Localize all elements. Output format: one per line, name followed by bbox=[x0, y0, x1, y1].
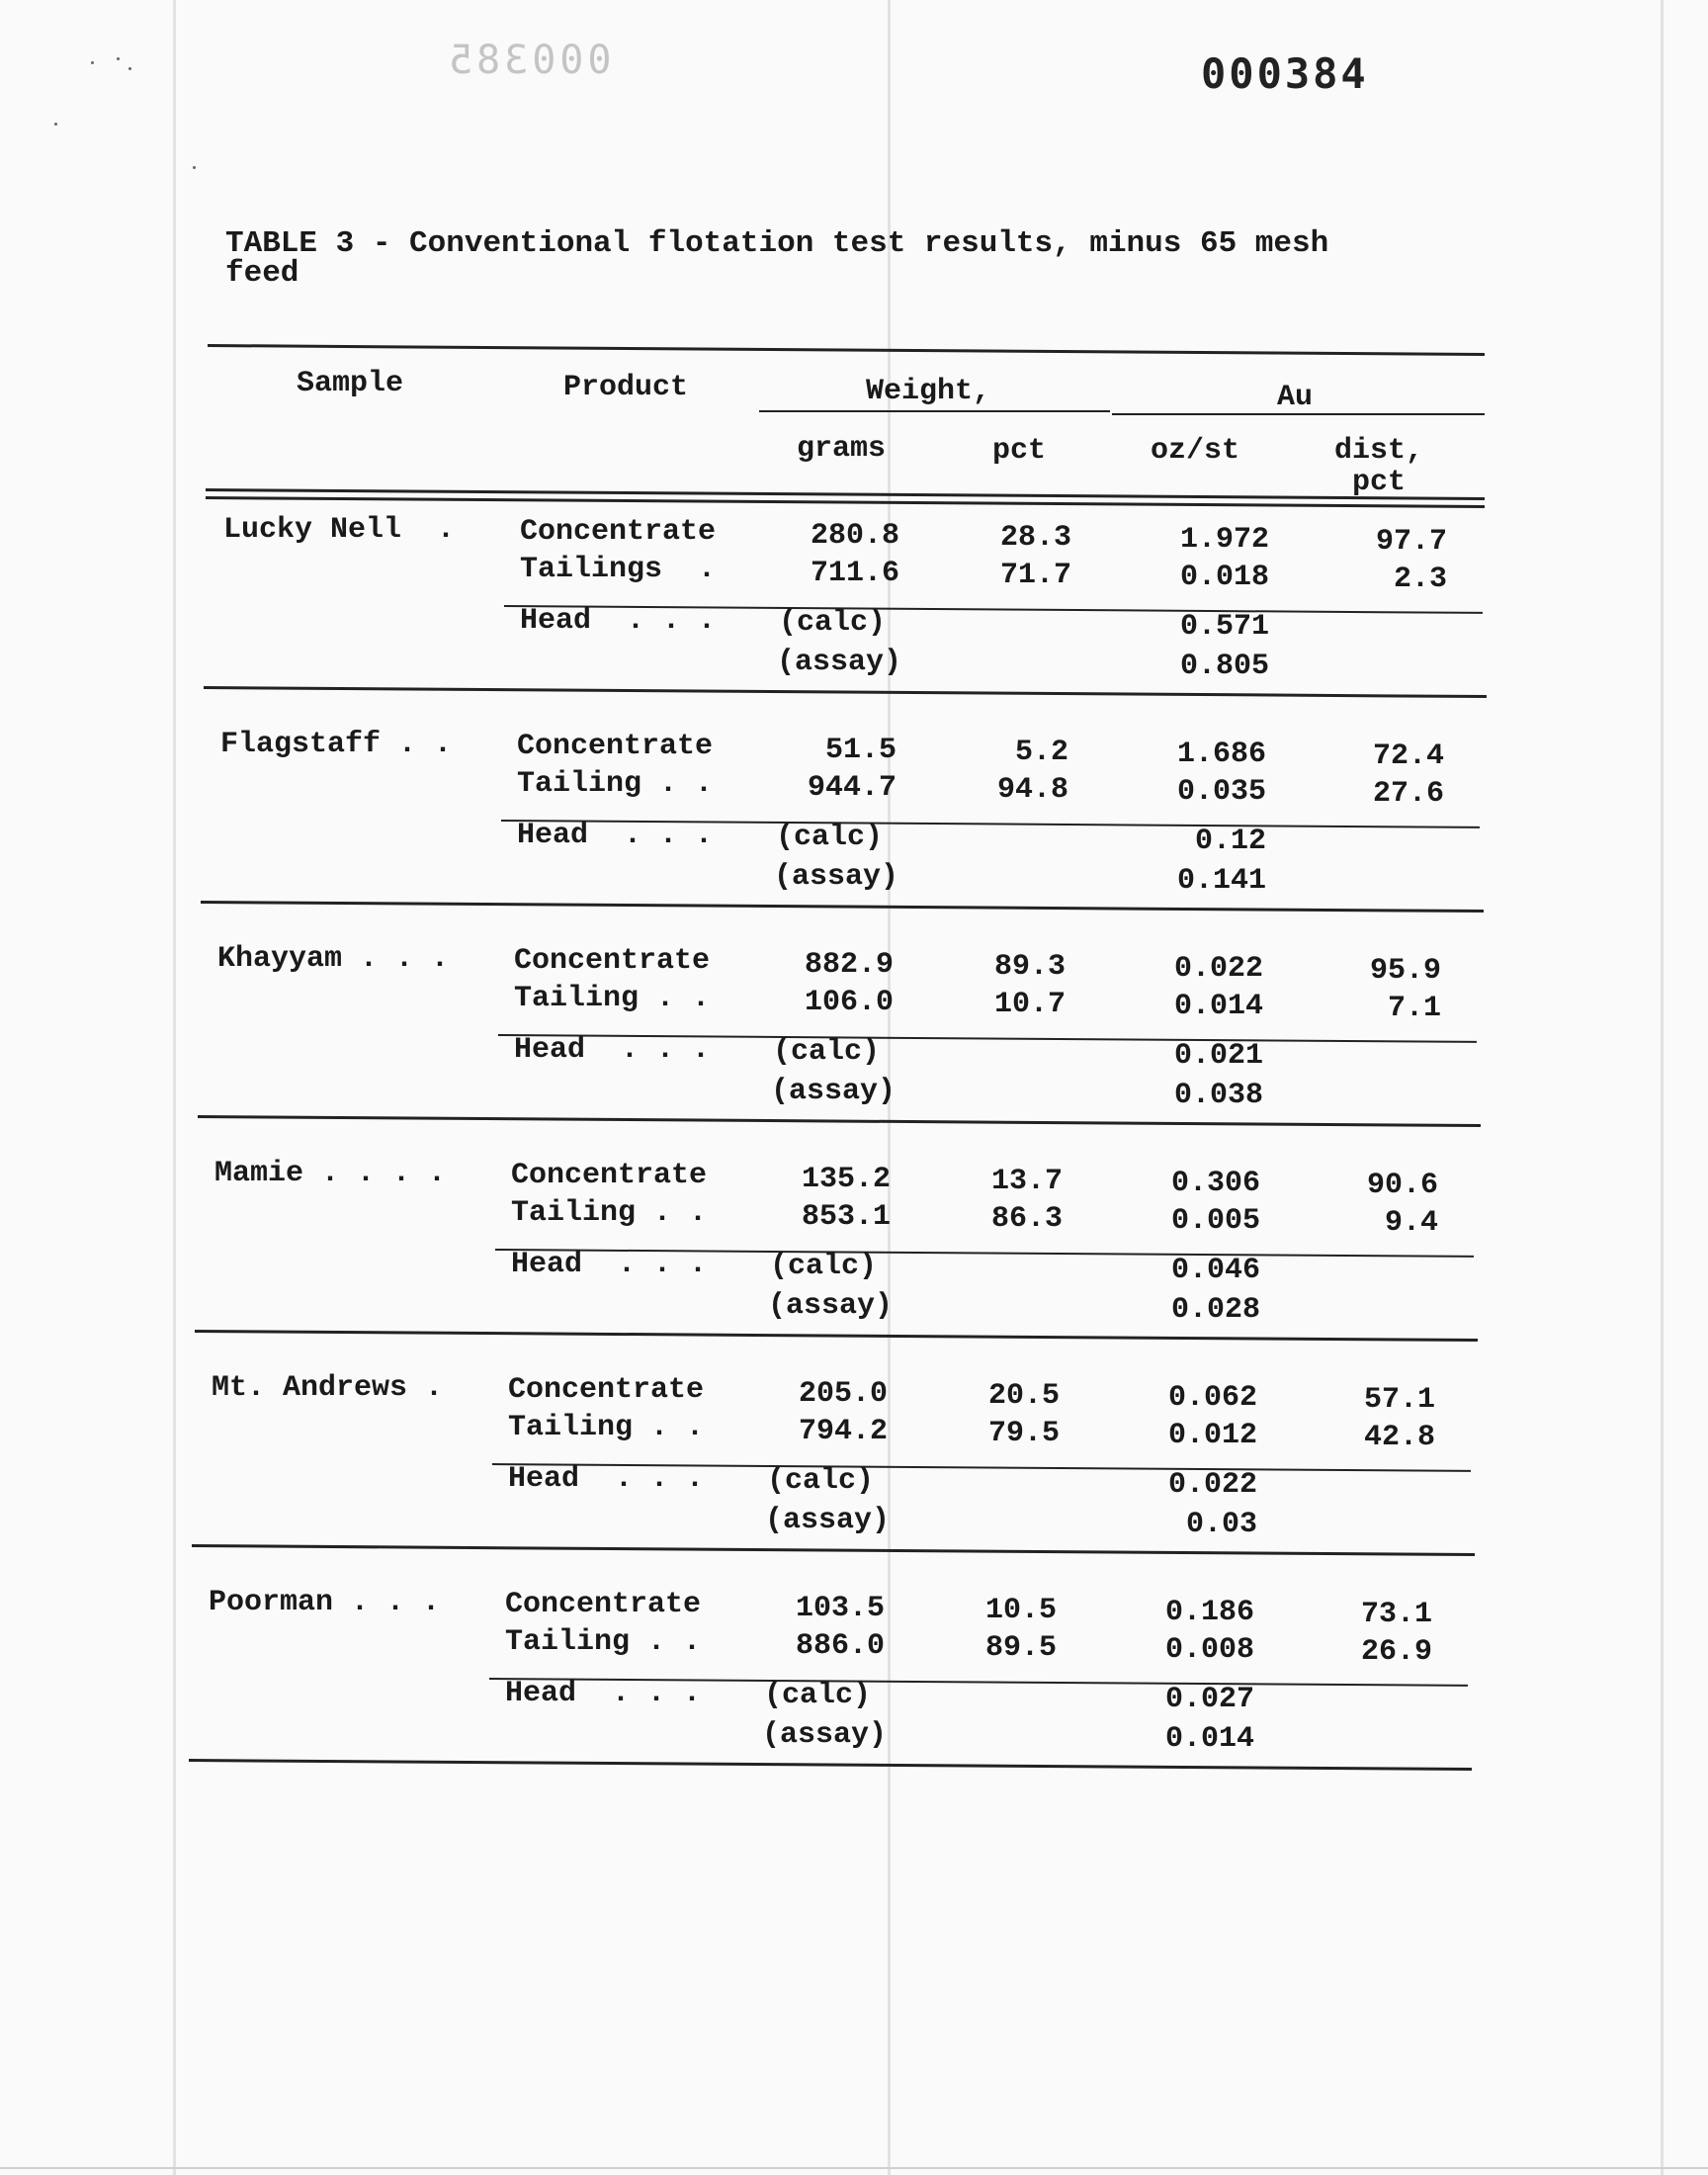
calc-label: (calc) bbox=[767, 1464, 875, 1498]
product-head: Head . . . bbox=[514, 1033, 711, 1067]
tailing-oz-st: 0.035 bbox=[1176, 775, 1266, 809]
weight-span-rule bbox=[759, 410, 1110, 412]
tailing-pct: 79.5 bbox=[987, 1417, 1060, 1450]
head-assay-oz-st: 0.141 bbox=[1176, 864, 1266, 898]
concentrate-grams: 135.2 bbox=[801, 1163, 891, 1196]
concentrate-dist-pct: 95.9 bbox=[1369, 954, 1441, 988]
tailing-pct: 86.3 bbox=[990, 1202, 1063, 1236]
head-assay-oz-st: 0.038 bbox=[1173, 1079, 1263, 1112]
tailing-dist-pct: 42.8 bbox=[1363, 1421, 1435, 1454]
page-fold-right bbox=[1661, 0, 1664, 2175]
tailing-dist-pct: 27.6 bbox=[1372, 777, 1444, 811]
sample-name: Khayyam . . . bbox=[217, 942, 450, 976]
head-calc-oz-st: 0.571 bbox=[1179, 610, 1269, 644]
tailing-pct: 89.5 bbox=[984, 1631, 1057, 1665]
scan-speck bbox=[117, 57, 120, 60]
assay-label: (assay) bbox=[762, 1718, 888, 1752]
product-head: Head . . . bbox=[520, 604, 717, 638]
concentrate-dist-pct: 73.1 bbox=[1360, 1598, 1432, 1631]
concentrate-oz-st: 0.186 bbox=[1164, 1596, 1254, 1629]
tailing-grams: 106.0 bbox=[804, 986, 894, 1019]
tailing-oz-st: 0.005 bbox=[1170, 1204, 1260, 1238]
tailing-dist-pct: 26.9 bbox=[1360, 1635, 1432, 1669]
concentrate-oz-st: 1.972 bbox=[1179, 523, 1269, 557]
tailing-pct: 10.7 bbox=[993, 988, 1066, 1021]
assay-label: (assay) bbox=[768, 1289, 894, 1323]
product-head: Head . . . bbox=[517, 819, 714, 852]
assay-label: (assay) bbox=[777, 646, 902, 679]
concentrate-oz-st: 0.306 bbox=[1170, 1167, 1260, 1200]
calc-label: (calc) bbox=[773, 1035, 881, 1069]
header-sample: Sample bbox=[297, 367, 404, 400]
header-grams: grams bbox=[797, 432, 887, 466]
product-tailing: Tailing . . bbox=[508, 1411, 705, 1444]
concentrate-dist-pct: 90.6 bbox=[1366, 1169, 1438, 1202]
product-tailing: Tailing . . bbox=[514, 982, 711, 1015]
tailing-oz-st: 0.012 bbox=[1167, 1419, 1257, 1452]
product-tailing: Tailing . . bbox=[511, 1196, 708, 1230]
head-assay-oz-st: 0.805 bbox=[1179, 650, 1269, 683]
tailing-oz-st: 0.008 bbox=[1164, 1633, 1254, 1667]
table-top-rule bbox=[208, 344, 1485, 356]
product-head: Head . . . bbox=[508, 1462, 705, 1496]
calc-label: (calc) bbox=[779, 606, 887, 640]
product-tailing: Tailing . . bbox=[517, 767, 714, 801]
product-concentrate: Concentrate bbox=[511, 1159, 708, 1192]
sample-block-rule bbox=[198, 1115, 1481, 1127]
concentrate-dist-pct: 97.7 bbox=[1375, 525, 1447, 559]
assay-label: (assay) bbox=[771, 1075, 897, 1108]
concentrate-oz-st: 1.686 bbox=[1176, 738, 1266, 771]
concentrate-grams: 51.5 bbox=[824, 734, 897, 767]
header-au: Au bbox=[1277, 381, 1314, 414]
tailing-grams: 944.7 bbox=[807, 771, 897, 805]
header-weight: Weight, bbox=[866, 375, 991, 408]
concentrate-dist-pct: 72.4 bbox=[1372, 740, 1444, 773]
sample-block-rule bbox=[195, 1330, 1478, 1342]
product-head: Head . . . bbox=[505, 1677, 702, 1710]
tailing-grams: 794.2 bbox=[798, 1415, 888, 1448]
tailing-grams: 853.1 bbox=[801, 1200, 891, 1234]
product-concentrate: Concentrate bbox=[505, 1588, 702, 1621]
concentrate-pct: 89.3 bbox=[993, 950, 1066, 984]
tailing-dist-pct: 7.1 bbox=[1387, 992, 1441, 1025]
product-head: Head . . . bbox=[511, 1248, 708, 1281]
scan-speck bbox=[91, 61, 94, 64]
sample-name: Poorman . . . bbox=[209, 1586, 441, 1619]
concentrate-pct: 5.2 bbox=[1014, 736, 1068, 769]
assay-label: (assay) bbox=[765, 1504, 891, 1537]
scan-speck bbox=[54, 123, 57, 126]
concentrate-grams: 205.0 bbox=[798, 1377, 888, 1411]
product-tailing: Tailing . . bbox=[505, 1625, 702, 1659]
product-concentrate: Concentrate bbox=[520, 515, 717, 549]
head-calc-oz-st: 0.021 bbox=[1173, 1039, 1263, 1073]
tailing-pct: 94.8 bbox=[996, 773, 1068, 807]
sample-block-rule bbox=[189, 1759, 1472, 1771]
scan-speck bbox=[128, 67, 131, 70]
sample-name: Flagstaff . . bbox=[220, 728, 453, 761]
head-calc-oz-st: 0.12 bbox=[1194, 825, 1266, 858]
concentrate-grams: 103.5 bbox=[795, 1592, 885, 1625]
product-concentrate: Concentrate bbox=[517, 730, 714, 763]
head-assay-oz-st: 0.03 bbox=[1185, 1508, 1257, 1541]
tailing-dist-pct: 2.3 bbox=[1393, 563, 1447, 596]
concentrate-grams: 882.9 bbox=[804, 948, 894, 982]
sample-name: Lucky Nell . bbox=[223, 513, 456, 547]
sample-block-rule bbox=[192, 1544, 1475, 1556]
sample-block-rule bbox=[201, 901, 1484, 913]
assay-label: (assay) bbox=[774, 860, 899, 894]
scan-speck bbox=[193, 166, 196, 169]
calc-label: (calc) bbox=[776, 821, 884, 854]
concentrate-pct: 13.7 bbox=[990, 1165, 1063, 1198]
concentrate-oz-st: 0.022 bbox=[1173, 952, 1263, 986]
head-calc-oz-st: 0.022 bbox=[1167, 1468, 1257, 1502]
tailing-grams: 711.6 bbox=[810, 557, 899, 590]
tailing-dist-pct: 9.4 bbox=[1384, 1206, 1438, 1240]
product-concentrate: Concentrate bbox=[508, 1373, 705, 1407]
tailing-grams: 886.0 bbox=[795, 1629, 885, 1663]
bottom-edge bbox=[0, 2167, 1708, 2169]
sample-block-rule bbox=[204, 686, 1487, 698]
page-number: 000384 bbox=[1201, 49, 1369, 98]
header-oz-st: oz/st bbox=[1151, 434, 1240, 468]
sample-name: Mamie . . . . bbox=[214, 1157, 447, 1190]
calc-label: (calc) bbox=[770, 1250, 878, 1283]
head-assay-oz-st: 0.028 bbox=[1170, 1293, 1260, 1327]
tailing-oz-st: 0.014 bbox=[1173, 990, 1263, 1023]
head-calc-oz-st: 0.046 bbox=[1170, 1254, 1260, 1287]
product-concentrate: Concentrate bbox=[514, 944, 711, 978]
concentrate-pct: 28.3 bbox=[999, 521, 1071, 555]
concentrate-grams: 280.8 bbox=[810, 519, 899, 553]
sample-name: Mt. Andrews . bbox=[212, 1371, 444, 1405]
concentrate-pct: 10.5 bbox=[984, 1594, 1057, 1627]
bleed-through-number: 000385 bbox=[445, 38, 612, 83]
tailing-pct: 71.7 bbox=[999, 559, 1071, 592]
concentrate-pct: 20.5 bbox=[987, 1379, 1060, 1413]
calc-label: (calc) bbox=[764, 1679, 872, 1712]
page-fold-left bbox=[173, 0, 176, 2175]
concentrate-dist-pct: 57.1 bbox=[1363, 1383, 1435, 1417]
header-product: Product bbox=[563, 371, 689, 404]
header-pct: pct bbox=[992, 434, 1047, 468]
concentrate-oz-st: 0.062 bbox=[1167, 1381, 1257, 1415]
tailing-oz-st: 0.018 bbox=[1179, 561, 1269, 594]
table-title: TABLE 3 - Conventional flotation test results, minus 65 mesh feed bbox=[225, 226, 1329, 291]
head-assay-oz-st: 0.014 bbox=[1164, 1722, 1254, 1756]
product-tailing: Tailings . bbox=[520, 553, 717, 586]
header-dist-pct: dist, pct bbox=[1333, 434, 1423, 499]
head-calc-oz-st: 0.027 bbox=[1164, 1683, 1254, 1716]
